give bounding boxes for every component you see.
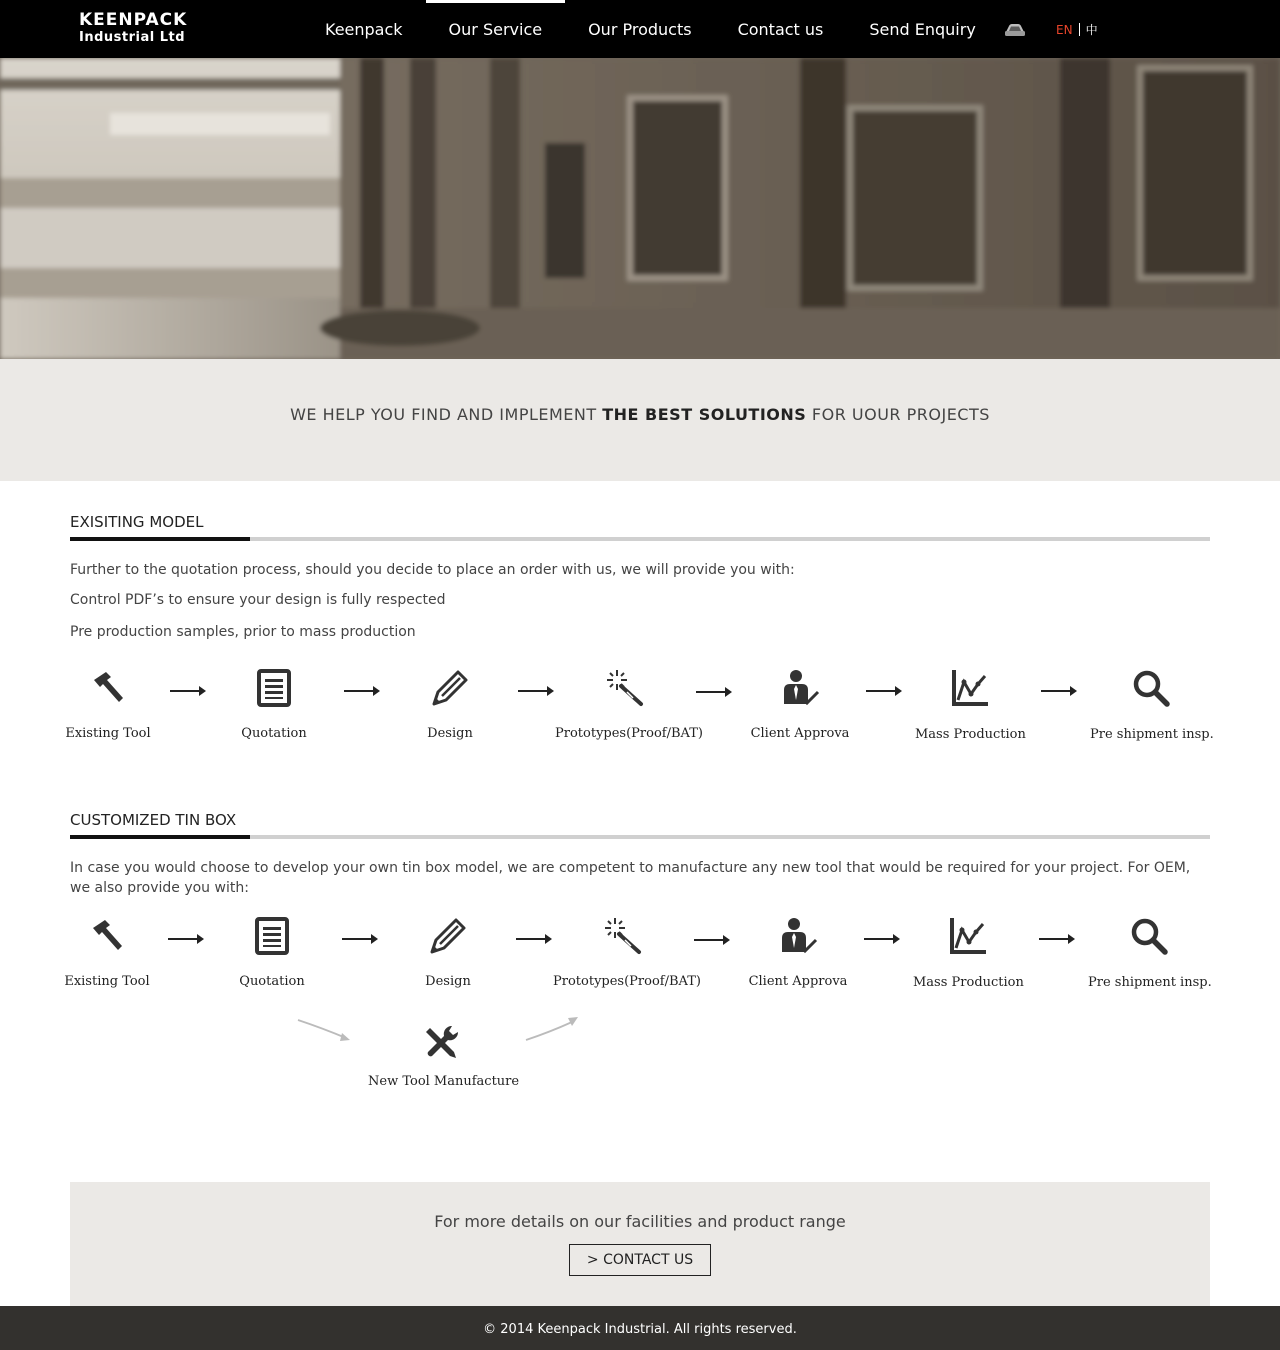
language-switcher bbox=[1056, 21, 1098, 38]
step-design bbox=[400, 668, 500, 741]
nav-item-our-service[interactable]: Our Service bbox=[426, 0, 566, 58]
section-title-existing: EXISITING MODEL bbox=[70, 513, 204, 531]
magnifier-icon bbox=[1129, 916, 1169, 956]
tagline-band bbox=[0, 359, 1280, 481]
brand-logo[interactable] bbox=[79, 12, 187, 44]
copyright-text: © 2014 Keenpack Industrial. All rights reserved. bbox=[483, 1322, 797, 1337]
arrow-right-icon bbox=[342, 933, 378, 945]
chart-icon bbox=[948, 916, 988, 956]
document-icon bbox=[252, 916, 292, 956]
hammer-icon bbox=[87, 916, 127, 956]
step-existing-tool bbox=[58, 668, 158, 741]
client-approval-icon bbox=[780, 668, 820, 708]
document-icon bbox=[254, 668, 294, 708]
client-approval-icon bbox=[778, 916, 818, 956]
nav-item-keenpack[interactable]: Keenpack bbox=[325, 20, 403, 39]
step-label: Existing Tool bbox=[65, 726, 151, 741]
tagline-bold: THE BEST SOLUTIONS bbox=[602, 405, 807, 424]
step-label: Pre shipment insp. bbox=[1088, 975, 1212, 990]
custom-paragraph: In case you would choose to develop your own tin box model, we are competent to manufacture any new tool that would be required for your project. For OEM, we also provide you with: bbox=[70, 860, 1191, 896]
contact-cta-box bbox=[70, 1182, 1210, 1306]
step-design bbox=[398, 916, 498, 989]
top-navbar bbox=[0, 0, 1280, 58]
step-label: Quotation bbox=[241, 726, 307, 741]
step-label: Mass Production bbox=[915, 727, 1026, 742]
magic-wand-icon bbox=[605, 668, 645, 708]
step-client-approval bbox=[743, 916, 853, 989]
step-label: Prototypes(Proof/BAT) bbox=[553, 974, 701, 989]
step-pre-shipment bbox=[1088, 916, 1210, 990]
step-client-approval bbox=[745, 668, 855, 741]
arrow-right-icon bbox=[866, 685, 902, 697]
magic-wand-icon bbox=[603, 916, 643, 956]
step-new-tool-manufacture bbox=[368, 1022, 520, 1089]
section-customized-header bbox=[70, 811, 1210, 831]
tagline-part2: FOR UOUR PROJECTS bbox=[806, 405, 990, 424]
tagline-part1: WE HELP YOU FIND AND IMPLEMENT bbox=[290, 405, 603, 424]
arrow-right-icon bbox=[168, 933, 204, 945]
arrow-right-icon bbox=[518, 685, 554, 697]
hammer-icon bbox=[88, 668, 128, 708]
section-divider bbox=[70, 537, 1210, 541]
step-label: Design bbox=[427, 726, 473, 741]
nav-item-contact-us[interactable]: Contact us bbox=[737, 20, 824, 39]
arrow-right-icon bbox=[864, 933, 900, 945]
step-label: Prototypes(Proof/BAT) bbox=[555, 726, 703, 741]
chart-icon bbox=[950, 668, 990, 708]
magnifier-icon bbox=[1131, 668, 1171, 708]
lang-divider bbox=[1079, 23, 1080, 36]
arrow-right-icon bbox=[696, 686, 732, 698]
logo-line2: Industrial Ltd bbox=[79, 30, 186, 45]
pen-icon bbox=[430, 668, 470, 708]
step-label: Client Approva bbox=[750, 726, 850, 741]
existing-paragraph-3: Pre production samples, prior to mass production bbox=[70, 624, 416, 640]
step-label: Client Approva bbox=[748, 974, 848, 989]
nav-item-send-enquiry[interactable]: Send Enquiry bbox=[869, 20, 976, 39]
tools-icon bbox=[422, 1022, 462, 1062]
step-label: Existing Tool bbox=[64, 974, 150, 989]
arrow-right-icon bbox=[344, 685, 380, 697]
step-existing-tool bbox=[57, 916, 157, 989]
arrow-right-icon bbox=[170, 685, 206, 697]
pen-icon bbox=[428, 916, 468, 956]
curved-arrow-up-icon bbox=[524, 1014, 584, 1044]
step-label: Mass Production bbox=[913, 975, 1024, 990]
section-title-customized: CUSTOMIZED TIN BOX bbox=[70, 811, 237, 829]
arrow-right-icon bbox=[516, 933, 552, 945]
step-prototypes bbox=[553, 916, 701, 989]
curved-arrow-down-icon bbox=[296, 1016, 356, 1046]
car-icon[interactable] bbox=[1004, 22, 1026, 38]
step-prototypes bbox=[555, 668, 703, 741]
hero-building-photo bbox=[0, 58, 1280, 359]
existing-paragraph-2: Control PDF’s to ensure your design is fully respected bbox=[70, 592, 446, 608]
hero-banner-image bbox=[0, 58, 1280, 359]
existing-paragraph-1: Further to the quotation process, should you decide to place an order with us, we will provide you with: bbox=[70, 562, 795, 578]
step-label: Pre shipment insp. bbox=[1090, 727, 1214, 742]
step-mass-production bbox=[913, 916, 1023, 990]
step-label: Quotation bbox=[239, 974, 305, 989]
step-label: Design bbox=[425, 974, 471, 989]
step-quotation bbox=[224, 668, 324, 741]
arrow-right-icon bbox=[1039, 933, 1075, 945]
logo-line1: KEENPACK bbox=[79, 10, 188, 30]
step-quotation bbox=[222, 916, 322, 989]
step-pre-shipment bbox=[1090, 668, 1212, 742]
cta-text: For more details on our facilities and product range bbox=[434, 1212, 846, 1231]
step-mass-production bbox=[915, 668, 1025, 742]
main-menu bbox=[302, 0, 999, 58]
nav-item-our-products[interactable]: Our Products bbox=[588, 20, 692, 39]
tagline-text bbox=[0, 359, 1280, 471]
section-divider bbox=[70, 835, 1210, 839]
arrow-right-icon bbox=[694, 934, 730, 946]
step-label: New Tool Manufacture bbox=[368, 1074, 520, 1089]
lang-cn-link[interactable]: 中 bbox=[1085, 23, 1098, 37]
arrow-right-icon bbox=[1041, 685, 1077, 697]
section-existing-model-header bbox=[70, 513, 1210, 533]
contact-us-button[interactable]: > CONTACT US bbox=[569, 1244, 711, 1276]
footer bbox=[0, 1306, 1280, 1350]
lang-en-link[interactable]: EN bbox=[1056, 22, 1073, 37]
